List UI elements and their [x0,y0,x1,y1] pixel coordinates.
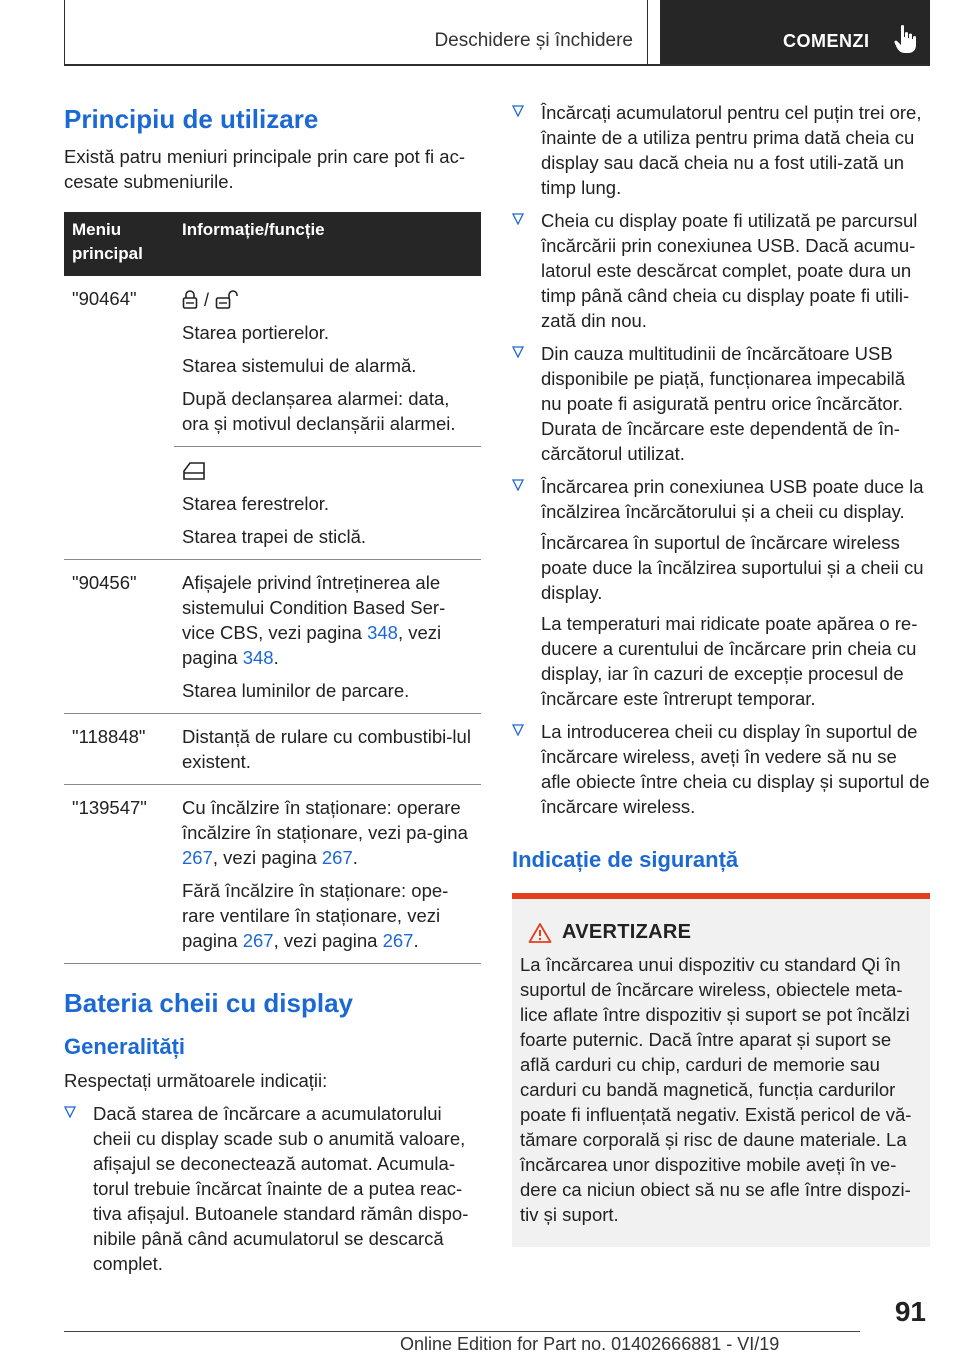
list-item: La introducerea cheii cu display în suportul de încărcare wireless, aveți în vedere să nu se afle obiecte între cheia cu display și suportul de încărcare wireless. [512,719,930,819]
window-icon-wrap [182,457,473,485]
list-item: Cheia cu display poate fi utilizată pe parcursul încărcării prin conexiunea USB. Dacă acumu-latorul este descărcat complet, poate dura un timp până când cheia cu display poate fi utili-zată din nou. [512,208,930,333]
info-line: Fără încălzire în staționare: ope-rare ventilare în staționare, vezi pagina 267, vezi pagina 267. [182,880,449,951]
icon-separator: / [204,289,210,310]
info-line: Starea sistemului de alarmă. [182,355,417,376]
lock-icons [182,286,473,314]
info-line: Cu încălzire în staționare: operare încălzire în staționare, vezi pa-gina 267, vezi pagina 267. [182,797,468,868]
table-cell-id: "118848" [64,714,174,785]
right-column [512,100,930,1247]
header-section-tab [64,0,648,64]
warning-header [520,921,922,944]
page-link[interactable]: 348 [242,647,274,668]
table-cell-info [174,447,481,560]
page-link[interactable]: 348 [367,622,398,643]
bullet-triangle-icon [512,105,524,117]
intro-text: Există patru meniuri principale prin care pot fi ac-cesate submeniurile. [64,146,466,192]
table-cell-id: "139547" [64,785,174,964]
general-list [64,1101,481,1276]
list-item: Dacă starea de încărcare a acumulatorului cheii cu display scade sub o anumită valoare, afișajul se deconectează automat. Acumula-torul trebuie încărcat înainte de a putea reac-tiva afișajul. Butoanele standard rămân dispo-nibile până când acumulatorul se descarcă complet. [64,1101,481,1276]
info-line: După declanșarea alarmei: data, ora și motivul declanșării alarmei. [182,388,456,434]
bullet-triangle-icon [512,346,524,358]
page-link[interactable]: 267 [182,847,213,868]
window-icon [182,461,206,481]
section-title-principle: Principiu de utilizare [64,104,319,134]
table-row [64,276,481,447]
table-row [64,785,481,964]
warning-title: AVERTIZARE [562,921,692,943]
header-category-tab [660,0,930,66]
info-line: Starea trapei de sticlă. [182,526,367,547]
table-header-info: Informație/funcție [174,212,481,276]
general-intro: Respectați următoarele indicații: [64,1070,328,1091]
table-row [64,714,481,785]
table-cell-info: Distanță de rulare cu combustibi-lul existent. [174,714,481,785]
table-cell-info [174,276,481,447]
bullet-triangle-icon [512,479,524,491]
battery-list [512,100,930,819]
table-cell-id: "90456" [64,560,174,714]
list-item: Din cauza multitudinii de încărcătoare USB disponibile pe piață, funcționarea impecabilă nu poate fi asigurată pentru orice încărcător. Durata de încărcare este dependentă de în-cărcătorul utilizat. [512,341,930,466]
table-header-main-menu: Meniu principal [64,212,174,276]
info-line: Starea portierelor. [182,322,330,343]
list-item: Încărcarea prin conexiunea USB poate duce la încălzirea încărcătorului și a cheii cu display. Încărcarea în suportul de încărcare wireless poate duce la încălzirea suportului și a cheii cu display. La temperaturi mai ridicate poate apărea o re-ducere a curentului de încărcare prin cheia cu display, iar în cazuri de excepție procesul de încărcare este întrerupt temporar. [512,474,930,711]
footer-rule [64,1331,860,1332]
edition-text: Online Edition for Part no. 01402666881 - VI/19 [400,1334,780,1354]
menu-table [64,212,481,964]
list-item-subtext: Încărcarea în suportul de încărcare wireless poate duce la încălzirea suportului și a cheii cu display. [541,532,924,603]
table-cell-id: "90464" [64,276,174,560]
table-cell-info [174,560,481,714]
page-link[interactable]: 267 [382,930,414,951]
left-column [64,100,481,1284]
warning-triangle-icon [528,922,552,944]
bullet-triangle-icon [512,213,524,225]
hand-pointer-icon [894,24,918,59]
page-number: 91 [894,1296,926,1327]
table-header-row [64,212,481,276]
list-item-subtext: La temperaturi mai ridicate poate apărea o re-ducere a curentului de încărcare prin cheia cu display, iar în cazuri de excepție procesul de încărcare este întrerupt temporar. [541,613,918,709]
page-link[interactable]: 267 [242,930,274,951]
info-line: Starea ferestrelor. [182,493,330,514]
info-line: Starea luminilor de parcare. [182,680,410,701]
list-item: Încărcați acumulatorul pentru cel puțin trei ore, înainte de a utiliza pentru prima dată cheia cu display sau dacă cheia nu a fost utili-zată un timp lung. [512,100,930,200]
info-line: Afișajele privind întreținerea ale sistemului Condition Based Ser-vice CBS, vezi pagina 348, vezi pagina 348. [182,572,446,668]
header-section-title: Deschidere și închidere [434,30,633,51]
header-category-title: COMENZI [783,31,870,51]
table-row [64,560,481,714]
subsection-title-general: Generalități [64,1034,186,1059]
lock-closed-icon [182,290,198,310]
page-link[interactable]: 267 [321,847,353,868]
lock-open-icon [215,290,241,310]
section-title-battery: Bateria cheii cu display [64,988,354,1018]
bullet-triangle-icon [512,724,524,736]
warning-box [512,893,930,1247]
bullet-triangle-icon [64,1106,76,1118]
subsection-title-safety: Indicație de siguranță [512,847,739,872]
warning-text: La încărcarea unui dispozitiv cu standard Qi în suportul de încărcare wireless, obiectele meta-lice aflate între dispozitiv și suport se pot încălzi foarte puternic. Dacă între aparat și suport se află carduri cu chip, carduri de memorie sau carduri cu bandă magnetică, funcția cardurilor poate fi influențată negativ. Există pericol de vă-tămare corporală și risc de daune materiale. La încărcarea unor dispozitive mobile aveți în ve-dere ca niciun obiect să nu se afle între dispozi-tiv și suport. [520,954,912,1225]
table-cell-info [174,785,481,964]
header-rule [64,64,930,66]
